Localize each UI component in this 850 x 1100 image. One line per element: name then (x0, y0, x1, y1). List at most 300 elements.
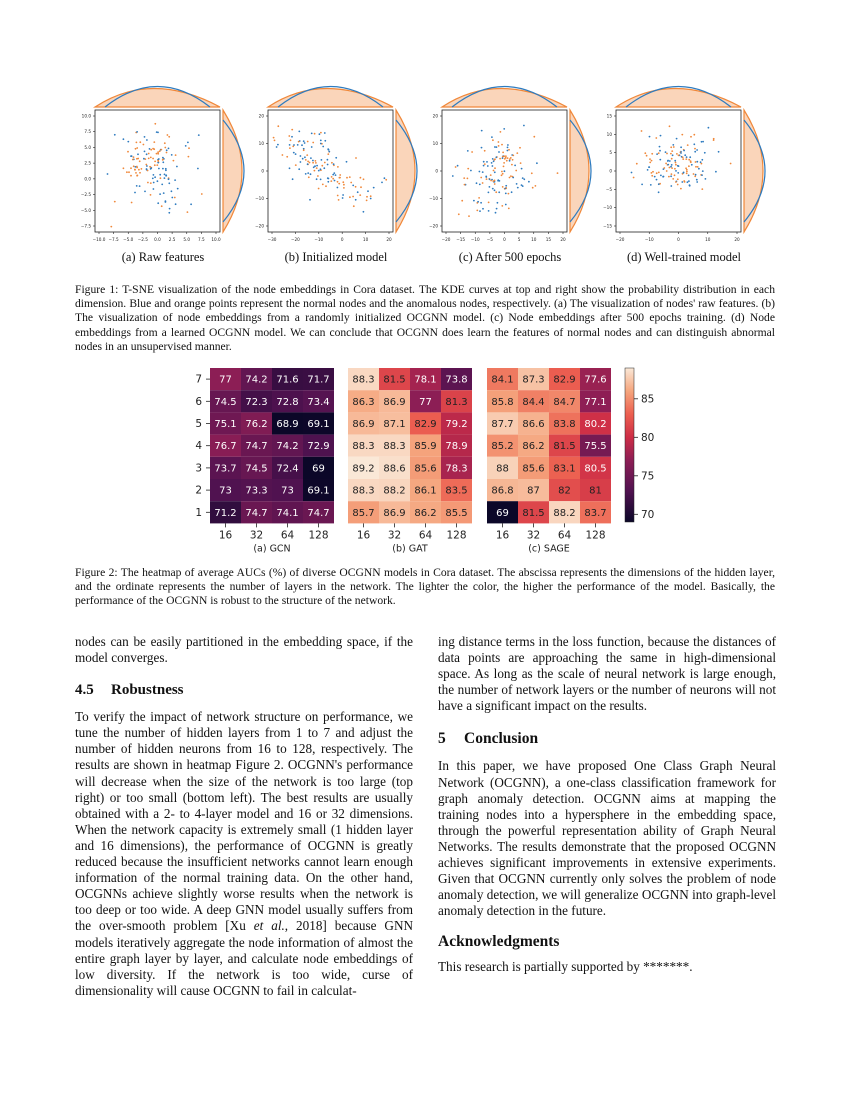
scatter-point (674, 168, 676, 170)
scatter-point (359, 194, 361, 196)
scatter-point (316, 165, 318, 167)
scatter-point (458, 213, 460, 215)
scatter-point (670, 146, 672, 148)
scatter-point (478, 197, 480, 199)
scatter-point (162, 161, 164, 163)
scatter-point (517, 187, 519, 189)
cell-value: 83.8 (553, 419, 576, 430)
scatter-point (691, 164, 693, 166)
scatter-point (342, 181, 344, 183)
scatter-point (496, 146, 498, 148)
cell-value: 82.9 (414, 419, 437, 430)
scatter-point (168, 148, 170, 150)
scatter-point (683, 150, 685, 152)
scatter-point (292, 178, 294, 180)
scatter-point (343, 187, 345, 189)
scatter-point (300, 155, 302, 157)
scatter-point (670, 166, 672, 168)
cell-value: 73.4 (307, 396, 330, 408)
scatter-point (290, 139, 292, 141)
scatter-point (328, 178, 330, 180)
scatter-point (477, 201, 479, 203)
scatter-point (505, 193, 507, 195)
scatter-point (519, 147, 521, 149)
scatter-point (327, 148, 329, 150)
scatter-point (671, 173, 673, 175)
cell-value: 81 (589, 485, 602, 497)
scatter-point (663, 176, 665, 178)
scatter-point (308, 176, 310, 178)
robustness-text-b: , 2018] because GNN models iteratively aggregate the node information of almost the entire graph layer by layer, and calculate node embeddings of low diversity. If the network is too wide, curse of dimensionality will cause OCGNN to fail in calculat- (75, 918, 414, 998)
scatter-point (355, 186, 357, 188)
scatter-point (675, 162, 677, 164)
subfig-a (81, 87, 244, 243)
scatter-point (670, 153, 672, 155)
scatter-point (511, 191, 513, 193)
scatter-point (333, 163, 335, 165)
y-tick-label: 5 (195, 418, 202, 430)
scatter-point (307, 172, 309, 174)
scatter-point (154, 123, 156, 125)
cell-value: 81.5 (553, 441, 576, 453)
scatter-point (678, 165, 680, 167)
scatter-point (335, 157, 337, 159)
scatter-point (520, 162, 522, 164)
scatter-point (633, 177, 635, 179)
scatter-point (678, 155, 680, 157)
scatter-point (498, 191, 500, 193)
scatter-point (166, 149, 168, 151)
cell-value: 86.2 (414, 507, 437, 519)
scatter-point (494, 167, 496, 169)
scatter-point (157, 180, 159, 182)
y-tick-label: −10 (429, 196, 438, 201)
cell-value: 68.9 (276, 419, 299, 430)
x-tick-label: −10 (314, 237, 324, 242)
scatter-point (495, 212, 497, 214)
scatter-point (171, 154, 173, 156)
scatter-point (650, 184, 652, 186)
cell-value: 74.5 (214, 396, 237, 408)
cell-value: 80.2 (584, 419, 607, 430)
scatter-point (696, 161, 698, 163)
heatmap-panel-1 (348, 368, 472, 554)
cell-value: 88.3 (383, 441, 406, 453)
scatter-point (695, 161, 697, 163)
cell-value: 74.7 (307, 507, 330, 519)
cell-value: 88.3 (352, 441, 375, 453)
scatter-point (295, 164, 297, 166)
scatter-point (686, 156, 688, 158)
acknowledgments-heading: Acknowledgments (438, 933, 560, 951)
scatter-point (502, 173, 504, 175)
intro-paragraph: nodes can be easily partitioned in the embedding space, if the model converges. (75, 634, 413, 666)
scatter-point (682, 158, 684, 160)
scatter-point (174, 179, 176, 181)
scatter-point (165, 201, 167, 203)
robustness-paragraph (75, 709, 413, 999)
cell-value: 86.9 (352, 419, 375, 430)
cell-value: 74.7 (245, 507, 268, 519)
subfig-c-label: (c) After 500 epochs (458, 250, 562, 264)
scatter-point (295, 153, 297, 155)
scatter-point (131, 155, 133, 157)
scatter-point (668, 176, 670, 178)
plot-frame (268, 110, 393, 232)
subfig-b-label: (b) Initialized model (284, 250, 388, 264)
scatter-point (327, 159, 329, 161)
scatter-point (651, 153, 653, 155)
scatter-point (649, 136, 651, 138)
cell-value: 75.5 (584, 441, 607, 453)
scatter-point (164, 147, 166, 149)
scatter-point (131, 202, 133, 204)
scatter-point (696, 149, 698, 151)
scatter-point (355, 199, 357, 201)
scatter-point (110, 226, 112, 228)
x-tick-label: −7.5 (108, 237, 119, 242)
scatter-point (367, 190, 369, 192)
scatter-point (198, 134, 200, 136)
scatter-point (512, 177, 514, 179)
scatter-point (168, 136, 170, 138)
scatter-point (658, 172, 660, 174)
scatter-point (136, 147, 138, 149)
scatter-point (332, 178, 334, 180)
scatter-point (536, 162, 538, 164)
scatter-point (500, 131, 502, 133)
panel-label: (a) GCN (253, 543, 291, 555)
scatter-point (163, 192, 165, 194)
scatter-point (498, 141, 500, 143)
scatter-point (327, 181, 329, 183)
scatter-point (301, 144, 303, 146)
scatter-point (162, 168, 164, 170)
x-tick-label: 16 (218, 529, 233, 542)
x-tick-label: 0 (677, 237, 680, 242)
scatter-point (164, 177, 166, 179)
scatter-point (684, 181, 686, 183)
cell-value: 83.5 (445, 485, 468, 497)
cell-value: 81.5 (522, 507, 545, 519)
cell-value: 74.7 (245, 441, 268, 453)
cell-value: 86.3 (352, 396, 375, 408)
scatter-point (499, 158, 501, 160)
scatter-point (316, 178, 318, 180)
scatter-point (315, 162, 317, 164)
scatter-point (133, 165, 135, 167)
scatter-point (659, 150, 661, 152)
cell-value: 84.4 (522, 396, 545, 408)
scatter-point (314, 170, 316, 172)
subfig-b (255, 87, 417, 243)
scatter-point (492, 139, 494, 141)
scatter-point (333, 172, 335, 174)
scatter-point (384, 177, 386, 179)
scatter-point (675, 170, 677, 172)
scatter-point (132, 159, 134, 161)
scatter-point (672, 178, 674, 180)
scatter-point (164, 142, 166, 144)
scatter-point (152, 158, 154, 160)
scatter-point (523, 125, 525, 127)
scatter-point (190, 203, 192, 205)
scatter-point (455, 166, 457, 168)
section-4-5-heading (75, 682, 413, 699)
scatter-point (510, 175, 512, 177)
y-tick-label: 20 (432, 113, 438, 119)
scatter-point (497, 202, 499, 204)
scatter-point (168, 212, 170, 214)
scatter-point (339, 174, 341, 176)
y-tick-label: 4 (195, 440, 202, 453)
scatter-point (701, 174, 703, 176)
scatter-point (143, 144, 145, 146)
scatter-point (169, 208, 171, 210)
scatter-point (297, 144, 299, 146)
scatter-point (686, 171, 688, 173)
scatter-point (177, 188, 179, 190)
scatter-point (655, 137, 657, 139)
scatter-point (516, 183, 518, 185)
y-tick-label: −20 (255, 223, 264, 229)
colorbar-tick-label: 70 (641, 508, 655, 521)
scatter-point (342, 197, 344, 199)
scatter-point (159, 193, 161, 195)
cell-value: 86.9 (383, 507, 406, 519)
cell-value: 75.1 (214, 419, 237, 430)
scatter-point (508, 208, 510, 210)
scatter-point (385, 179, 387, 181)
scatter-point (310, 173, 312, 175)
scatter-point (148, 158, 150, 160)
x-tick-label: 32 (526, 529, 541, 542)
cell-value: 72.9 (307, 441, 330, 453)
scatter-point (463, 177, 465, 179)
scatter-point (482, 171, 484, 173)
cell-value: 71.7 (307, 374, 330, 386)
figure-2-heatmap (0, 362, 850, 557)
scatter-point (671, 164, 673, 166)
scatter-point (127, 151, 129, 153)
x-tick-label: 32 (387, 529, 402, 542)
cell-value: 71.2 (214, 507, 237, 519)
scatter-point (502, 157, 504, 159)
scatter-point (157, 202, 159, 204)
scatter-point (479, 171, 481, 173)
kde-right-anomalous (396, 110, 415, 232)
scatter-point (139, 185, 141, 187)
scatter-point (337, 166, 339, 168)
cell-value: 85.6 (522, 463, 545, 475)
section-5-heading (438, 730, 776, 748)
scatter-point (126, 171, 128, 173)
scatter-point (484, 150, 486, 152)
scatter-point (702, 170, 704, 172)
scatter-point (495, 156, 497, 158)
scatter-point (146, 139, 148, 141)
y-tick-label: 1 (195, 506, 202, 519)
cell-value: 87.1 (383, 419, 406, 430)
scatter-point (107, 173, 109, 175)
scatter-point (289, 147, 291, 149)
scatter-point (686, 173, 688, 175)
scatter-point (505, 185, 507, 187)
scatter-point (320, 140, 322, 142)
scatter-point (480, 202, 482, 204)
scatter-point (505, 204, 507, 206)
cell-value: 74.2 (276, 441, 299, 453)
scatter-point (557, 172, 559, 174)
scatter-point (300, 161, 302, 163)
scatter-point (277, 144, 279, 146)
scatter-point (502, 186, 504, 188)
x-tick-label: 0 (503, 237, 506, 242)
scatter-point (305, 159, 307, 161)
scatter-point (162, 157, 164, 159)
scatter-point (143, 158, 145, 160)
cell-value: 74.1 (276, 507, 299, 519)
left-column (75, 634, 413, 999)
scatter-point (501, 174, 503, 176)
scatter-point (330, 180, 332, 182)
scatter-point (338, 199, 340, 201)
x-tick-label: −5 (486, 237, 493, 242)
cell-value: 73 (219, 485, 232, 497)
scatter-point (114, 134, 116, 136)
cell-value: 88.3 (352, 485, 375, 497)
cell-value: 72.3 (245, 396, 268, 408)
scatter-point (705, 178, 707, 180)
x-tick-label: 10 (531, 237, 537, 242)
scatter-point (677, 178, 679, 180)
plot-frame (616, 110, 741, 232)
scatter-point (696, 181, 698, 183)
scatter-point (274, 140, 276, 142)
scatter-point (651, 172, 653, 174)
scatter-point (658, 152, 660, 154)
scatter-point (715, 171, 717, 173)
scatter-point (307, 163, 309, 165)
x-tick-label: −30 (267, 237, 277, 242)
scatter-point (165, 169, 167, 171)
scatter-point (482, 208, 484, 210)
scatter-point (282, 154, 284, 156)
scatter-point (659, 159, 661, 161)
scatter-point (328, 151, 330, 153)
scatter-point (718, 151, 720, 153)
cell-value: 77 (419, 396, 432, 408)
x-tick-label: −15 (456, 237, 466, 242)
scatter-point (467, 178, 469, 180)
scatter-point (319, 133, 321, 135)
scatter-point (138, 169, 140, 171)
scatter-point (156, 164, 158, 166)
scatter-point (687, 144, 689, 146)
scatter-point (677, 172, 679, 174)
scatter-point (669, 167, 671, 169)
scatter-point (188, 156, 190, 158)
scatter-point (501, 144, 503, 146)
scatter-point (135, 148, 137, 150)
x-tick-label: −10 (470, 237, 480, 242)
scatter-point (303, 149, 305, 151)
scatter-point (324, 132, 326, 134)
scatter-point (154, 176, 156, 178)
scatter-point (320, 132, 322, 134)
scatter-point (137, 175, 139, 177)
scatter-point (149, 148, 151, 150)
scatter-point (381, 182, 383, 184)
scatter-point (493, 180, 495, 182)
scatter-point (464, 184, 466, 186)
y-tick-label: −10 (255, 196, 264, 201)
scatter-point (493, 160, 495, 162)
scatter-point (492, 188, 494, 190)
scatter-point (157, 160, 159, 162)
scatter-point (286, 156, 288, 158)
scatter-point (479, 184, 481, 186)
section-title: Conclusion (464, 730, 539, 748)
scatter-point (162, 159, 164, 161)
scatter-point (514, 165, 516, 167)
x-tick-label: 128 (585, 529, 606, 542)
scatter-point (689, 156, 691, 158)
scatter-point (494, 189, 496, 191)
scatter-point (144, 151, 146, 153)
scatter-point (157, 151, 159, 153)
scatter-point (314, 133, 316, 135)
scatter-point (322, 184, 324, 186)
continued-paragraph: ing distance terms in the loss function, because the distances of data points are approaching the same in high-dimensional space. As long as the scale of neural network is large enough, the number of network layers or the number of neurons will not have a significant impact on the results. (438, 634, 776, 714)
y-tick-label: 5 (609, 150, 612, 156)
scatter-point (187, 211, 189, 213)
scatter-point (488, 192, 490, 194)
scatter-point (303, 140, 305, 142)
y-tick-label: −20 (429, 223, 438, 229)
scatter-point (159, 150, 161, 152)
scatter-point (136, 142, 138, 144)
scatter-point (649, 158, 651, 160)
scatter-point (145, 164, 147, 166)
scatter-point (305, 173, 307, 175)
scatter-point (483, 161, 485, 163)
scatter-point (150, 194, 152, 196)
cell-value: 84.7 (553, 396, 576, 408)
cell-value: 72.8 (276, 396, 299, 408)
y-tick-label: 7.5 (84, 129, 91, 135)
y-tick-label: 3 (195, 462, 202, 475)
scatter-point (352, 196, 354, 198)
scatter-point (498, 145, 500, 147)
scatter-point (489, 178, 491, 180)
scatter-point (327, 164, 329, 166)
scatter-point (147, 182, 149, 184)
scatter-point (521, 184, 523, 186)
scatter-point (685, 167, 687, 169)
x-tick-label: 32 (249, 529, 264, 542)
scatter-point (309, 162, 311, 164)
scatter-point (175, 203, 177, 205)
scatter-point (166, 152, 168, 154)
scatter-point (353, 205, 355, 207)
panel-label: (b) GAT (392, 543, 428, 555)
x-tick-label: 16 (356, 529, 371, 542)
scatter-point (123, 138, 125, 140)
scatter-point (656, 172, 658, 174)
scatter-point (150, 167, 152, 169)
scatter-point (346, 177, 348, 179)
